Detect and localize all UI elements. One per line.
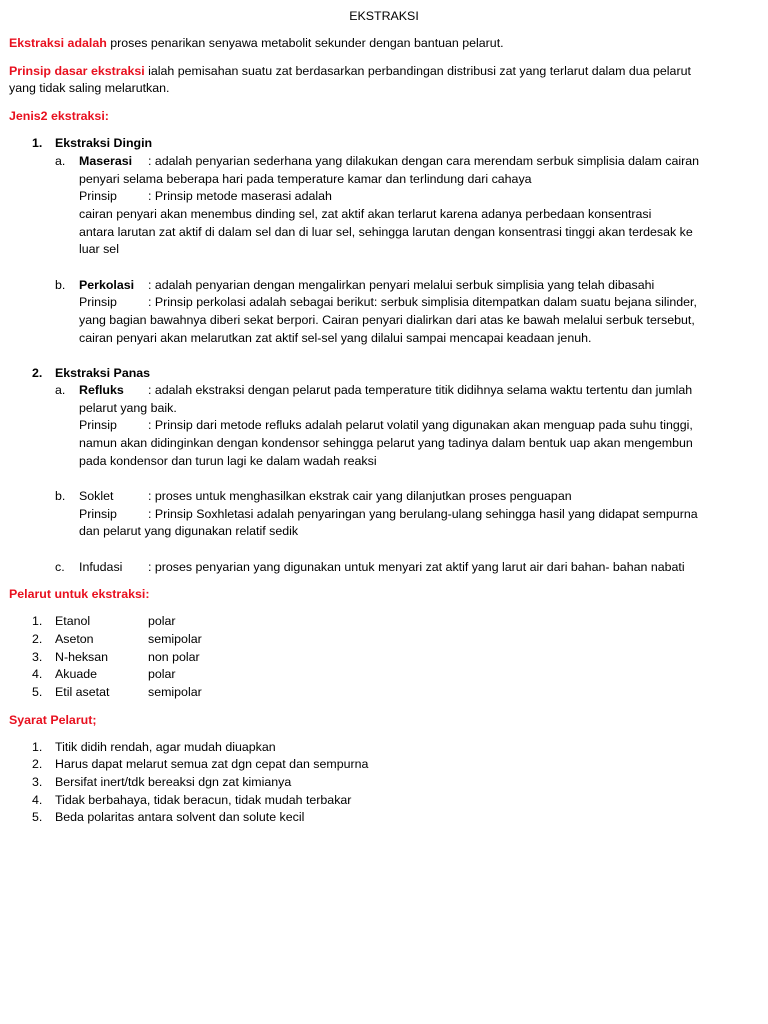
list-number: 3. <box>32 775 43 789</box>
list-number: 5. <box>32 810 43 824</box>
list-number: 2. <box>32 757 43 771</box>
prinsip-text: : Prinsip metode maserasi adalah <box>148 189 332 203</box>
prinsip-label: Prinsip <box>79 507 117 521</box>
method-definition: pelarut yang baik. <box>79 401 177 415</box>
list-number: 2. <box>32 366 43 380</box>
list-letter: b. <box>55 489 66 503</box>
method-definition: : adalah penyarian dengan mengalirkan penyari melalui serbuk simplisia yang telah dibasahi <box>148 278 655 292</box>
subsection-title-dingin: Ekstraksi Dingin <box>55 136 153 150</box>
method-definition: : proses penyarian yang digunakan untuk menyari zat aktif yang larut air dari bahan- bahan nabati <box>148 560 685 574</box>
prinsip-text: : Prinsip perkolasi adalah sebagai berikut: serbuk simplisia ditempatkan dalam suatu bejana silinder, <box>148 295 697 309</box>
section-heading-syarat: Syarat Pelarut; <box>9 713 97 727</box>
list-number: 1. <box>32 136 43 150</box>
prinsip-text: : Prinsip Soxhletasi adalah penyaringan yang berulang-ulang sehingga hasil yang didapat sempurna <box>148 507 698 521</box>
requirement-item: Harus dapat melarut semua zat dgn cepat dan sempurna <box>55 757 369 771</box>
page-title: EKSTRAKSI <box>349 9 419 23</box>
list-number: 5. <box>32 685 43 699</box>
principle-paragraph-line <box>9 63 691 81</box>
list-number: 4. <box>32 667 43 681</box>
principle-term: Prinsip dasar ekstraksi <box>9 64 145 78</box>
solvent-name: Akuade <box>55 667 98 681</box>
prinsip-text: namun akan didinginkan dengan kondensor sehingga pelarut yang tadinya dalam bentuk uap akan mengembun <box>79 436 693 450</box>
principle-text: ialah pemisahan suatu zat berdasarkan perbandingan distribusi zat yang terlarut dalam dua pelarut <box>144 64 691 78</box>
requirement-item: Tidak berbahaya, tidak beracun, tidak mudah terbakar <box>55 793 352 807</box>
method-term-soklet: Soklet <box>79 489 114 503</box>
list-letter: a. <box>55 154 66 168</box>
prinsip-text: luar sel <box>79 242 119 256</box>
method-term-perkolasi: Perkolasi <box>79 278 135 292</box>
solvent-polarity: semipolar <box>148 685 202 699</box>
requirement-item: Titik didih rendah, agar mudah diuapkan <box>55 740 276 754</box>
prinsip-text: yang bagian bawahnya diberi sekat berpori. Cairan penyari dialirkan dari atas ke bawah melalui serbuk tersebut, <box>79 313 695 327</box>
prinsip-label: Prinsip <box>79 295 117 309</box>
definition-term: Ekstraksi adalah <box>9 36 107 50</box>
prinsip-label: Prinsip <box>79 418 117 432</box>
solvent-name: Etil asetat <box>55 685 110 699</box>
list-number: 1. <box>32 614 43 628</box>
list-number: 2. <box>32 632 43 646</box>
solvent-polarity: polar <box>148 667 176 681</box>
solvent-name: Aseton <box>55 632 94 646</box>
method-term-refluks: Refluks <box>79 383 124 397</box>
list-letter: c. <box>55 560 65 574</box>
method-term-infudasi: Infudasi <box>79 560 123 574</box>
section-heading-jenis: Jenis2 ekstraksi: <box>9 109 109 123</box>
section-heading-pelarut: Pelarut untuk ekstraksi: <box>9 587 150 601</box>
prinsip-text: cairan penyari akan menembus dinding sel, zat aktif akan terlarut karena adanya perbedaan konsentrasi <box>79 207 652 221</box>
method-definition: : adalah penyarian sederhana yang dilakukan dengan cara merendam serbuk simplisia dalam cairan <box>148 154 700 168</box>
prinsip-text: pada kondensor dan turun lagi ke dalam wadah reaksi <box>79 454 377 468</box>
solvent-name: Etanol <box>55 614 91 628</box>
solvent-polarity: non polar <box>148 650 200 664</box>
list-number: 4. <box>32 793 43 807</box>
principle-paragraph-line: yang tidak saling melarutkan. <box>9 81 170 95</box>
prinsip-text: dan pelarut yang digunakan relatif sedik <box>79 524 299 538</box>
method-definition: : adalah ekstraksi dengan pelarut pada temperature titik didihnya selama waktu tertentu dan jumlah <box>148 383 693 397</box>
list-number: 3. <box>32 650 43 664</box>
prinsip-text: cairan penyari akan melarutkan zat aktif sel-sel yang dilalui sampai mencapai keadaan jenuh. <box>79 331 592 345</box>
solvent-polarity: polar <box>148 614 176 628</box>
method-term-maserasi: Maserasi <box>79 154 133 168</box>
subsection-title-panas: Ekstraksi Panas <box>55 366 151 380</box>
solvent-polarity: semipolar <box>148 632 202 646</box>
method-definition: penyari selama beberapa hari pada temperature kamar dan terlindung dari cahaya <box>79 172 532 186</box>
definition-paragraph <box>9 35 504 53</box>
prinsip-text: antara larutan zat aktif di dalam sel dan di luar sel, sehingga larutan dengan konsentrasi tinggi akan terdesak ke <box>79 225 693 239</box>
prinsip-text: : Prinsip dari metode refluks adalah pelarut volatil yang digunakan akan menguap pada suhu tinggi, <box>148 418 693 432</box>
solvent-name: N-heksan <box>55 650 109 664</box>
requirement-item: Bersifat inert/tdk bereaksi dgn zat kimianya <box>55 775 292 789</box>
prinsip-label: Prinsip <box>79 189 117 203</box>
method-definition: : proses untuk menghasilkan ekstrak cair yang dilanjutkan proses penguapan <box>148 489 572 503</box>
list-letter: a. <box>55 383 66 397</box>
list-letter: b. <box>55 278 66 292</box>
requirement-item: Beda polaritas antara solvent dan solute kecil <box>55 810 305 824</box>
definition-text: proses penarikan senyawa metabolit sekunder dengan bantuan pelarut. <box>106 36 504 50</box>
list-number: 1. <box>32 740 43 754</box>
